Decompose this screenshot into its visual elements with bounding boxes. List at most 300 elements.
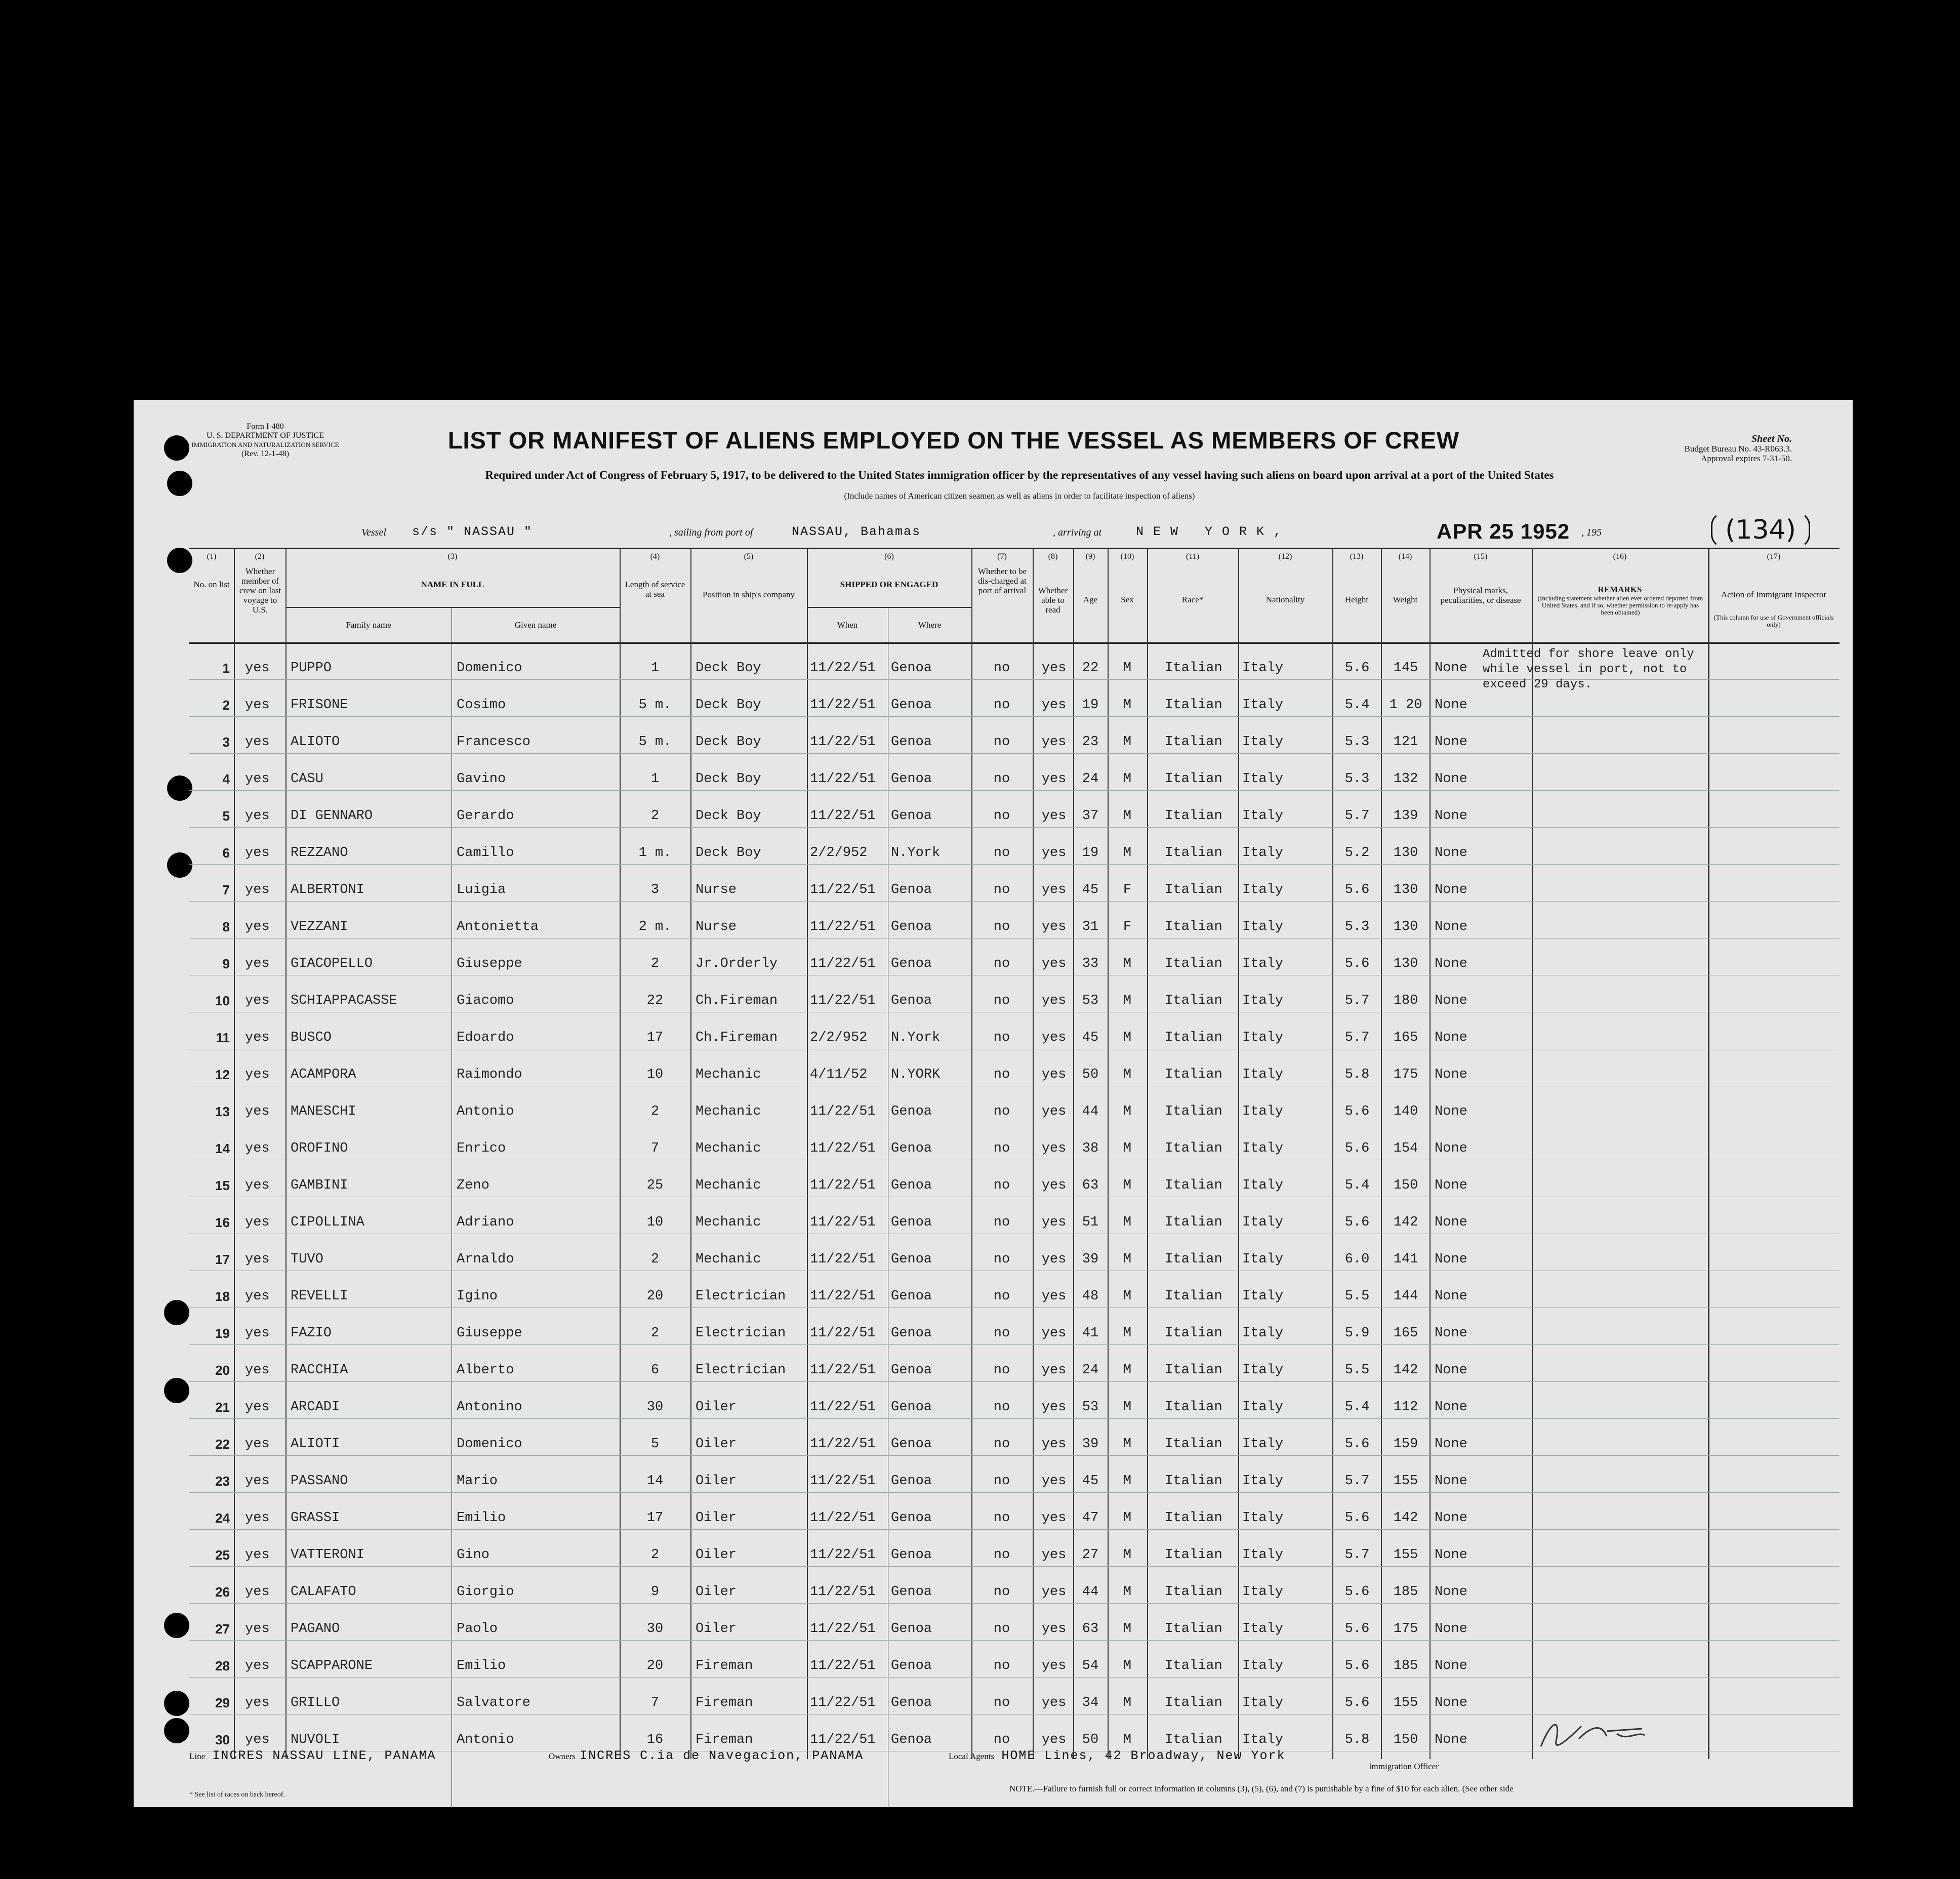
cell-weight: 142 bbox=[1393, 1510, 1418, 1526]
col-when: When bbox=[837, 620, 858, 630]
cell-sex: F bbox=[1123, 919, 1132, 934]
cell-given: Antonio bbox=[457, 1732, 514, 1747]
crew-table bbox=[189, 548, 1840, 1759]
cell-service: 2 bbox=[650, 1252, 660, 1267]
cell-sex: M bbox=[1123, 1400, 1132, 1415]
cell-read: yes bbox=[1041, 1400, 1067, 1415]
cell-family: CASU bbox=[291, 771, 323, 787]
cell-weight: 130 bbox=[1393, 882, 1418, 897]
cell-when: 11/22/51 bbox=[810, 1215, 876, 1230]
cell-nat: Italy bbox=[1242, 845, 1284, 861]
col-remarks: REMARKS bbox=[1598, 585, 1642, 594]
punch-hole bbox=[164, 1718, 189, 1743]
cell-nat: Italy bbox=[1242, 1030, 1284, 1045]
cell-marks: None bbox=[1435, 1363, 1467, 1378]
cell-height: 5.6 bbox=[1344, 1104, 1370, 1119]
cell-nat: Italy bbox=[1242, 771, 1284, 787]
cell-position: Deck Boy bbox=[696, 771, 761, 787]
cell-when: 11/22/51 bbox=[810, 1732, 876, 1747]
cell-weight: 132 bbox=[1393, 771, 1418, 787]
service: IMMIGRATION AND NATURALIZATION SERVICE bbox=[191, 441, 339, 448]
cell-height: 6.0 bbox=[1344, 1252, 1370, 1267]
cell-disch: no bbox=[993, 1510, 1010, 1526]
cell-disch: no bbox=[993, 882, 1010, 897]
cell-read: yes bbox=[1041, 919, 1067, 934]
manifest-sheet bbox=[134, 400, 1853, 1807]
cell-marks: None bbox=[1435, 1474, 1467, 1489]
cell-age: 39 bbox=[1082, 1252, 1099, 1267]
cell-height: 5.3 bbox=[1344, 734, 1370, 750]
cell-given: Raimondo bbox=[457, 1067, 522, 1082]
cell-marks: None bbox=[1435, 1584, 1467, 1600]
table-row bbox=[189, 1458, 1840, 1495]
cell-height: 5.7 bbox=[1344, 993, 1370, 1008]
cell-given: Giuseppe bbox=[457, 1326, 522, 1341]
cell-given: Camillo bbox=[457, 845, 514, 861]
cell-sex: M bbox=[1123, 956, 1132, 971]
cell-weight: 185 bbox=[1393, 1584, 1418, 1600]
cell-family: FAZIO bbox=[291, 1326, 332, 1341]
cell-family: ALBERTONI bbox=[291, 882, 364, 897]
cell-service: 5 m. bbox=[638, 698, 672, 713]
penalty-note: NOTE.—Failure to furnish full or correct information in columns (3), (5), (6), and (7) is punishable by a fine of $10 for each alien. (See other side bbox=[1009, 1784, 1514, 1793]
cell-race: Italian bbox=[1165, 1658, 1222, 1673]
cell-crew: yes bbox=[245, 1474, 270, 1489]
cell-age: 45 bbox=[1082, 882, 1099, 897]
cell-race: Italian bbox=[1165, 1067, 1222, 1082]
cell-race: Italian bbox=[1165, 1437, 1222, 1452]
cell-given: Luigia bbox=[457, 882, 506, 897]
cell-family: SCAPPARONE bbox=[291, 1658, 373, 1673]
cell-given: Cosimo bbox=[457, 698, 506, 713]
cell-marks: None bbox=[1435, 1289, 1467, 1304]
cell-height: 5.3 bbox=[1344, 919, 1370, 934]
cell-sex: M bbox=[1123, 1289, 1132, 1304]
cell-service: 30 bbox=[646, 1400, 664, 1415]
cell-age: 50 bbox=[1082, 1732, 1099, 1747]
cell-age: 41 bbox=[1082, 1326, 1099, 1341]
arriving-label: , arriving at bbox=[1053, 527, 1102, 538]
cell-given: Zeno bbox=[457, 1178, 489, 1193]
cell-position: Oiler bbox=[696, 1510, 737, 1526]
table-row bbox=[189, 1237, 1840, 1274]
cell-given: Antonio bbox=[457, 1104, 514, 1119]
cell-given: Domenico bbox=[457, 1437, 522, 1452]
cell-service: 20 bbox=[646, 1289, 664, 1304]
col-nationality: Nationality bbox=[1265, 595, 1305, 604]
col-family-name: Family name bbox=[346, 620, 391, 630]
cell-marks: None bbox=[1435, 1400, 1467, 1415]
cell-weight: 1 20 bbox=[1389, 698, 1422, 713]
cell-family: PASSANO bbox=[291, 1474, 348, 1489]
remarks-text: Admitted for shore leave only while vessel in port, not to exceed 29 days. bbox=[1483, 647, 1694, 691]
cell-position: Deck Boy bbox=[696, 661, 761, 676]
cell-marks: None bbox=[1435, 1030, 1467, 1045]
cell-read: yes bbox=[1041, 1326, 1067, 1341]
cell-crew: yes bbox=[245, 1400, 270, 1415]
cell-no: 25 bbox=[215, 1547, 230, 1563]
cell-family: CALAFATO bbox=[291, 1584, 356, 1600]
col13-number: (13) bbox=[1350, 552, 1364, 561]
cell-sex: M bbox=[1123, 698, 1132, 713]
cell-read: yes bbox=[1041, 1215, 1067, 1230]
col-able-to-read: Whether able to read bbox=[1038, 586, 1068, 615]
cell-service: 2 bbox=[650, 956, 660, 971]
col-given-name: Given name bbox=[514, 620, 557, 630]
cell-given: Francesco bbox=[457, 734, 530, 750]
cell-where: N.York bbox=[891, 1030, 941, 1045]
cell-read: yes bbox=[1041, 1067, 1067, 1082]
cell-position: Oiler bbox=[696, 1584, 737, 1600]
cell-family: REVELLI bbox=[291, 1289, 348, 1304]
cell-position: Ch.Fireman bbox=[696, 1030, 778, 1045]
cell-when: 11/22/51 bbox=[810, 1695, 876, 1710]
cell-position: Deck Boy bbox=[696, 808, 761, 824]
cell-crew: yes bbox=[245, 1215, 270, 1230]
cell-age: 24 bbox=[1082, 771, 1099, 787]
vessel-label: Vessel bbox=[361, 527, 386, 538]
cell-crew: yes bbox=[245, 1289, 270, 1304]
table-row bbox=[189, 1495, 1840, 1532]
cell-position: Mechanic bbox=[696, 1067, 761, 1082]
cell-no: 19 bbox=[215, 1326, 230, 1341]
cell-service: 9 bbox=[650, 1584, 660, 1600]
cell-service: 17 bbox=[646, 1510, 664, 1526]
punch-hole bbox=[167, 852, 192, 878]
col-weight: Weight bbox=[1393, 595, 1418, 604]
cell-family: VATTERONI bbox=[291, 1547, 364, 1563]
cell-where: Genoa bbox=[891, 1141, 932, 1156]
col17-number: (17) bbox=[1767, 552, 1781, 561]
cell-disch: no bbox=[993, 1030, 1010, 1045]
cell-age: 23 bbox=[1082, 734, 1099, 750]
cell-age: 48 bbox=[1082, 1289, 1099, 1304]
cell-weight: 150 bbox=[1393, 1732, 1418, 1747]
table-row bbox=[189, 1274, 1840, 1311]
cell-no: 27 bbox=[215, 1621, 230, 1637]
cell-position: Oiler bbox=[696, 1547, 737, 1563]
cell-where: Genoa bbox=[891, 1547, 932, 1563]
cell-given: Gerardo bbox=[457, 808, 514, 824]
cell-weight: 180 bbox=[1393, 993, 1418, 1008]
col14-number: (14) bbox=[1398, 552, 1412, 561]
cell-sex: M bbox=[1123, 1510, 1132, 1526]
cell-weight: 139 bbox=[1393, 808, 1418, 824]
cell-height: 5.5 bbox=[1344, 1363, 1370, 1378]
cell-crew: yes bbox=[245, 1437, 270, 1452]
cell-position: Deck Boy bbox=[696, 698, 761, 713]
punch-hole bbox=[164, 1378, 189, 1403]
cell-race: Italian bbox=[1165, 1732, 1222, 1747]
cell-marks: None bbox=[1435, 1547, 1467, 1563]
cell-disch: no bbox=[993, 1621, 1010, 1637]
table-row bbox=[189, 1126, 1840, 1163]
cell-race: Italian bbox=[1165, 1178, 1222, 1193]
sheet-number-label: Sheet No. bbox=[1751, 433, 1792, 444]
agents-value: HOME Lines, 42 Broadway, New York bbox=[1001, 1748, 1286, 1763]
col16-number: (16) bbox=[1613, 552, 1627, 561]
cell-race: Italian bbox=[1165, 808, 1222, 824]
cell-race: Italian bbox=[1165, 1289, 1222, 1304]
form-number: Form I-480 bbox=[247, 422, 284, 431]
cell-race: Italian bbox=[1165, 1400, 1222, 1415]
cell-no: 11 bbox=[216, 1030, 230, 1045]
cell-when: 11/22/51 bbox=[810, 808, 876, 824]
cell-given: Antonino bbox=[457, 1400, 522, 1415]
cell-family: REZZANO bbox=[291, 845, 348, 861]
cell-position: Ch.Fireman bbox=[696, 993, 778, 1008]
cell-disch: no bbox=[993, 1658, 1010, 1673]
cell-family: CIPOLLINA bbox=[291, 1215, 364, 1230]
punch-hole bbox=[167, 471, 192, 496]
cell-weight: 130 bbox=[1393, 919, 1418, 934]
cell-nat: Italy bbox=[1242, 1584, 1284, 1600]
col-remarks-note: (Including statement whether alien ever ordered deported from United States, and if so, whether permission to re-apply has been obtained) bbox=[1537, 594, 1703, 616]
cell-race: Italian bbox=[1165, 1215, 1222, 1230]
budget-number: Budget Bureau No. 43-R063.3. bbox=[1684, 444, 1792, 454]
cell-where: Genoa bbox=[891, 698, 932, 713]
cell-no: 7 bbox=[222, 882, 230, 897]
cell-family: PUPPO bbox=[291, 661, 332, 676]
cell-age: 50 bbox=[1082, 1067, 1099, 1082]
cell-sex: M bbox=[1123, 808, 1132, 824]
cell-race: Italian bbox=[1165, 1547, 1222, 1563]
cell-when: 4/11/52 bbox=[810, 1067, 868, 1082]
cell-where: Genoa bbox=[891, 1400, 932, 1415]
sheet-info bbox=[1685, 434, 1792, 463]
cell-no: 22 bbox=[215, 1437, 230, 1452]
cell-sex: M bbox=[1123, 1104, 1132, 1119]
cell-family: FRISONE bbox=[291, 698, 348, 713]
col-race: Race* bbox=[1181, 595, 1204, 604]
table-row bbox=[189, 1015, 1840, 1052]
officer-label: Immigration Officer bbox=[1369, 1762, 1439, 1771]
cell-crew: yes bbox=[245, 1621, 270, 1637]
cell-marks: None bbox=[1435, 1621, 1467, 1637]
cell-weight: 142 bbox=[1393, 1215, 1418, 1230]
cell-sex: M bbox=[1123, 1363, 1132, 1378]
col10-number: (10) bbox=[1120, 552, 1134, 561]
cell-marks: None bbox=[1435, 808, 1467, 824]
cell-nat: Italy bbox=[1242, 1510, 1284, 1526]
col4-number: (4) bbox=[650, 552, 660, 561]
col-sex: Sex bbox=[1121, 595, 1134, 604]
punch-hole bbox=[164, 1613, 189, 1638]
cell-position: Deck Boy bbox=[696, 734, 761, 750]
col-position: Position in ship's company bbox=[702, 590, 795, 599]
punch-hole bbox=[164, 1691, 189, 1716]
cell-sex: M bbox=[1123, 1030, 1132, 1045]
cell-when: 11/22/51 bbox=[810, 1547, 876, 1563]
cell-given: Paolo bbox=[457, 1621, 498, 1637]
cell-marks: None bbox=[1435, 698, 1467, 713]
cell-where: Genoa bbox=[891, 661, 932, 676]
cell-sex: M bbox=[1123, 1215, 1132, 1230]
cell-where: Genoa bbox=[891, 1289, 932, 1304]
table-row bbox=[189, 978, 1840, 1015]
cell-read: yes bbox=[1041, 1547, 1067, 1563]
cell-sex: M bbox=[1123, 1658, 1132, 1673]
cell-nat: Italy bbox=[1242, 1732, 1284, 1747]
cell-height: 5.4 bbox=[1344, 1178, 1370, 1193]
cell-position: Deck Boy bbox=[696, 845, 761, 861]
cell-position: Mechanic bbox=[696, 1178, 761, 1193]
cell-race: Italian bbox=[1165, 1252, 1222, 1267]
cell-family: PAGANO bbox=[291, 1621, 340, 1637]
cell-height: 5.6 bbox=[1344, 1658, 1370, 1673]
cell-service: 7 bbox=[650, 1695, 660, 1710]
cell-height: 5.7 bbox=[1344, 1474, 1370, 1489]
cell-family: GIACOPELLO bbox=[291, 956, 373, 971]
col3-number: (3) bbox=[447, 552, 458, 561]
cell-no: 13 bbox=[215, 1104, 230, 1119]
col-inspector-note: (This column for use of Government officials only) bbox=[1713, 614, 1834, 628]
cell-service: 10 bbox=[646, 1067, 664, 1082]
cell-nat: Italy bbox=[1242, 919, 1284, 934]
cell-read: yes bbox=[1041, 845, 1067, 861]
cell-where: Genoa bbox=[891, 1510, 932, 1526]
cell-family: GAMBINI bbox=[291, 1178, 348, 1193]
cell-race: Italian bbox=[1165, 1510, 1222, 1526]
cell-read: yes bbox=[1041, 1252, 1067, 1267]
cell-nat: Italy bbox=[1242, 1067, 1284, 1082]
department: U. S. DEPARTMENT OF JUSTICE bbox=[207, 431, 324, 440]
cell-disch: no bbox=[993, 1695, 1010, 1710]
cell-race: Italian bbox=[1165, 919, 1222, 934]
cell-disch: no bbox=[993, 845, 1010, 861]
cell-read: yes bbox=[1041, 1141, 1067, 1156]
cell-sex: F bbox=[1123, 882, 1132, 897]
cell-height: 5.6 bbox=[1344, 956, 1370, 971]
cell-read: yes bbox=[1041, 771, 1067, 787]
cell-nat: Italy bbox=[1242, 1252, 1284, 1267]
cell-family: TUVO bbox=[291, 1252, 323, 1267]
cell-given: Gavino bbox=[457, 771, 506, 787]
cell-when: 11/22/51 bbox=[810, 956, 876, 971]
cell-when: 11/22/51 bbox=[810, 1141, 876, 1156]
table-row bbox=[189, 756, 1840, 793]
cell-height: 5.4 bbox=[1344, 1400, 1370, 1415]
cell-race: Italian bbox=[1165, 734, 1222, 750]
cell-when: 11/22/51 bbox=[810, 1400, 876, 1415]
cell-position: Fireman bbox=[696, 1658, 753, 1673]
cell-race: Italian bbox=[1165, 845, 1222, 861]
cell-service: 2 bbox=[650, 1547, 660, 1563]
cell-disch: no bbox=[993, 1584, 1010, 1600]
port-from: NASSAU, Bahamas bbox=[792, 524, 921, 539]
cell-no: 23 bbox=[215, 1474, 230, 1489]
cell-no: 15 bbox=[215, 1178, 230, 1193]
cell-when: 11/22/51 bbox=[810, 661, 876, 676]
cell-no: 16 bbox=[215, 1215, 230, 1230]
cell-weight: 165 bbox=[1393, 1030, 1418, 1045]
cell-where: Genoa bbox=[891, 919, 932, 934]
punch-hole bbox=[167, 775, 192, 801]
cell-weight: 185 bbox=[1393, 1658, 1418, 1673]
cell-crew: yes bbox=[245, 1141, 270, 1156]
cell-sex: M bbox=[1123, 771, 1132, 787]
cell-sex: M bbox=[1123, 1584, 1132, 1600]
cell-no: 30 bbox=[215, 1732, 230, 1747]
cell-sex: M bbox=[1123, 734, 1132, 750]
cell-where: Genoa bbox=[891, 1215, 932, 1230]
cell-disch: no bbox=[993, 956, 1010, 971]
cell-where: Genoa bbox=[891, 1178, 932, 1193]
cell-weight: 112 bbox=[1393, 1400, 1418, 1415]
cell-race: Italian bbox=[1165, 698, 1222, 713]
cell-nat: Italy bbox=[1242, 1178, 1284, 1193]
table-row bbox=[189, 830, 1840, 867]
cell-given: Emilio bbox=[457, 1658, 506, 1673]
cell-given: Alberto bbox=[457, 1363, 514, 1378]
cell-read: yes bbox=[1041, 1289, 1067, 1304]
cell-crew: yes bbox=[245, 1510, 270, 1526]
cell-when: 11/22/51 bbox=[810, 1658, 876, 1673]
cell-service: 2 bbox=[650, 1104, 660, 1119]
cell-race: Italian bbox=[1165, 993, 1222, 1008]
cell-when: 2/2/952 bbox=[810, 845, 868, 861]
cell-weight: 155 bbox=[1393, 1547, 1418, 1563]
punch-hole bbox=[167, 548, 192, 573]
cell-position: Oiler bbox=[696, 1437, 737, 1452]
cell-no: 26 bbox=[215, 1584, 230, 1600]
cell-marks: None bbox=[1435, 771, 1467, 787]
cell-marks: None bbox=[1435, 1326, 1467, 1341]
cell-position: Oiler bbox=[696, 1400, 737, 1415]
form-block bbox=[189, 422, 341, 459]
cell-read: yes bbox=[1041, 1178, 1067, 1193]
cell-when: 11/22/51 bbox=[810, 1178, 876, 1193]
col12-number: (12) bbox=[1278, 552, 1292, 561]
cell-where: Genoa bbox=[891, 808, 932, 824]
cell-where: N.York bbox=[891, 845, 941, 861]
cell-weight: 121 bbox=[1393, 734, 1418, 750]
cell-nat: Italy bbox=[1242, 808, 1284, 824]
cell-marks: None bbox=[1435, 845, 1467, 861]
cell-marks: None bbox=[1435, 734, 1467, 750]
cell-service: 25 bbox=[646, 1178, 664, 1193]
cell-service: 16 bbox=[646, 1732, 664, 1747]
cell-crew: yes bbox=[245, 993, 270, 1008]
table-row bbox=[189, 1163, 1840, 1200]
cell-no: 4 bbox=[222, 771, 230, 787]
cell-weight: 130 bbox=[1393, 845, 1418, 861]
cell-age: 44 bbox=[1082, 1584, 1099, 1600]
cell-crew: yes bbox=[245, 1178, 270, 1193]
cell-given: Edoardo bbox=[457, 1030, 514, 1045]
year-suffix: , 195 bbox=[1581, 527, 1602, 538]
cell-disch: no bbox=[993, 661, 1010, 676]
cell-given: Antonietta bbox=[457, 919, 539, 934]
cell-age: 45 bbox=[1082, 1030, 1099, 1045]
cell-race: Italian bbox=[1165, 882, 1222, 897]
cell-disch: no bbox=[993, 1289, 1010, 1304]
cell-race: Italian bbox=[1165, 1326, 1222, 1341]
cell-service: 3 bbox=[650, 882, 660, 897]
cell-where: Genoa bbox=[891, 1695, 932, 1710]
port-to: N E W Y O R K , bbox=[1136, 524, 1283, 539]
cell-weight: 141 bbox=[1393, 1252, 1418, 1267]
cell-nat: Italy bbox=[1242, 1547, 1284, 1563]
cell-read: yes bbox=[1041, 1363, 1067, 1378]
cell-position: Mechanic bbox=[696, 1104, 761, 1119]
cell-marks: None bbox=[1435, 1658, 1467, 1673]
date-stamp: APR 25 1952 bbox=[1437, 519, 1570, 543]
col-height: Height bbox=[1344, 595, 1369, 604]
cell-sex: M bbox=[1123, 1695, 1132, 1710]
cell-where: Genoa bbox=[891, 1363, 932, 1378]
cell-height: 5.6 bbox=[1344, 1584, 1370, 1600]
